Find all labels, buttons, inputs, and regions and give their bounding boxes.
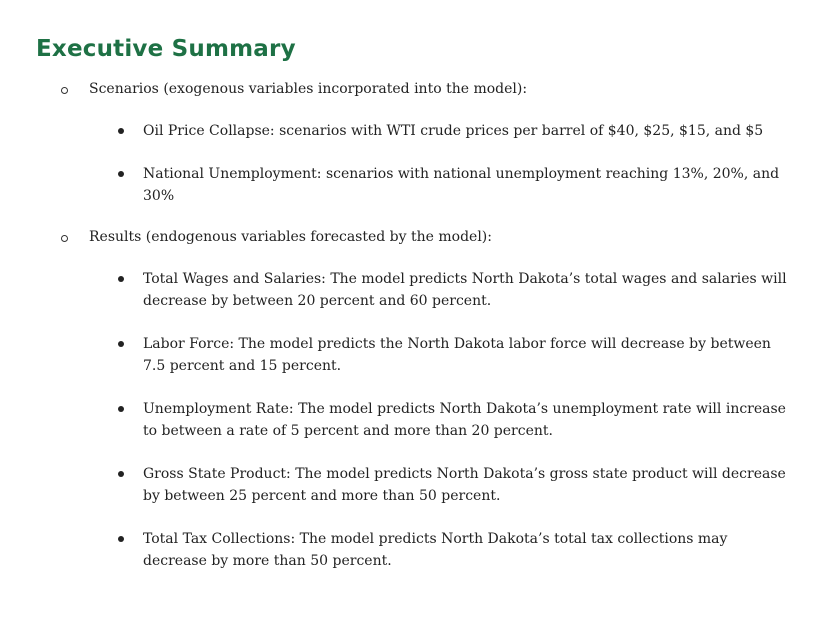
hollow-circle-bullet-icon [61,235,68,242]
filled-circle-bullet-icon [118,171,124,177]
filled-circle-bullet-icon [118,128,124,134]
summary-list [0,78,840,573]
list-item [89,463,800,508]
section-results [0,226,840,573]
list-item [89,120,800,143]
page-title: Executive Summary [36,36,296,62]
list-item-text: Gross State Product: The model predicts North Dakota’s gross state product will decrease by between 25 percent and more than 50 percent. [143,465,786,504]
section-heading: Results (endogenous variables forecasted by the model): [89,228,492,245]
list-item-text: Oil Price Collapse: scenarios with WTI crude prices per barrel of $40, $25, $15, and $5 [143,123,764,139]
list-item-text: Unemployment Rate: The model predicts North Dakota’s unemployment rate will increase to between a rate of 5 percent and more than 20 percent. [143,400,786,439]
list-item-text: National Unemployment: scenarios with national unemployment reaching 13%, 20%, and 30% [143,165,780,204]
list-item-text: Total Wages and Salaries: The model predicts North Dakota’s total wages and salaries will decrease by between 20 percent and 60 percent. [143,270,787,309]
filled-circle-bullet-icon [118,471,124,477]
section-scenarios [0,78,840,226]
list-item [89,398,800,443]
section-spacer [89,208,800,226]
scenario-list [89,120,800,208]
filled-circle-bullet-icon [118,406,124,412]
list-item-text: Labor Force: The model predicts the North Dakota labor force will decrease by between 7.5 percent and 15 percent. [143,335,771,374]
filled-circle-bullet-icon [118,276,124,282]
hollow-circle-bullet-icon [61,87,68,94]
filled-circle-bullet-icon [118,341,124,347]
list-item [89,528,800,573]
filled-circle-bullet-icon [118,536,124,542]
section-heading: Scenarios (exogenous variables incorporated into the model): [89,81,528,97]
list-item-text: Total Tax Collections: The model predicts North Dakota’s total tax collections may decrease by more than 50 percent. [143,530,728,569]
list-item [89,333,800,378]
list-item [89,163,800,208]
list-item [89,268,800,313]
results-list [89,268,800,573]
